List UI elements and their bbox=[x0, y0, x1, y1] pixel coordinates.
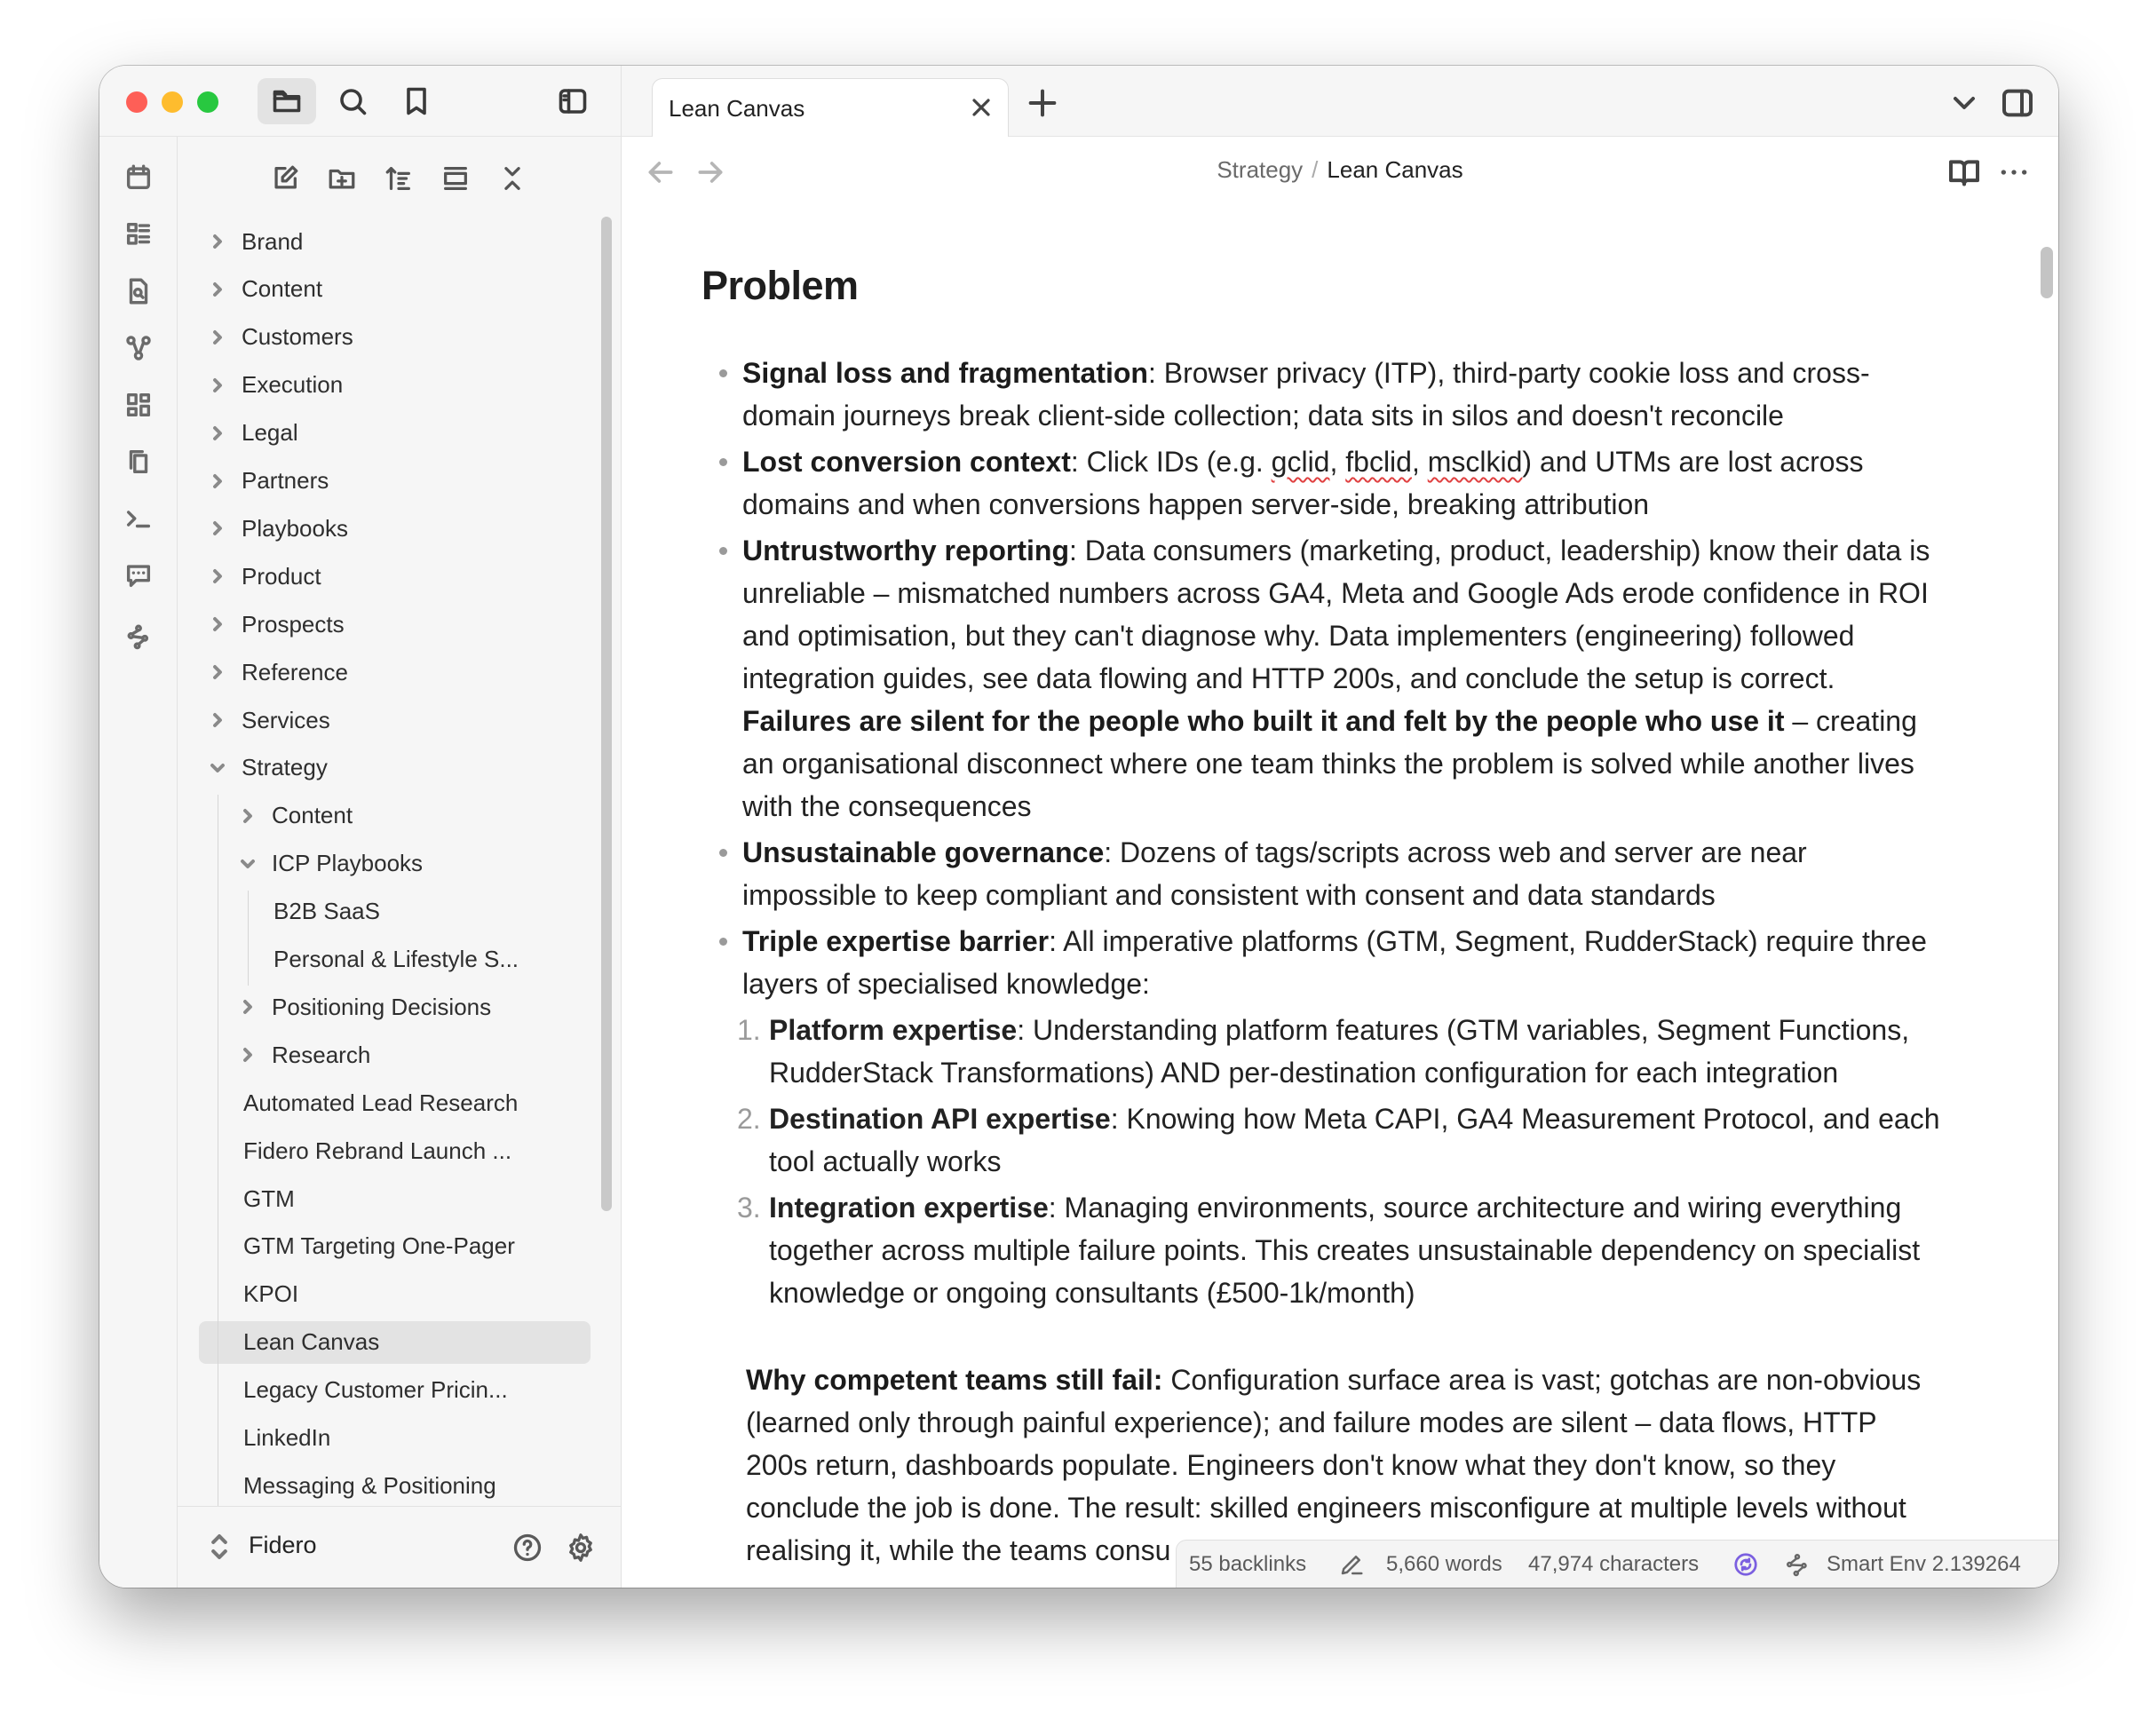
editor-content[interactable] bbox=[622, 206, 2033, 1588]
tree-item-label: Customers bbox=[242, 323, 353, 351]
tree-item-label: GTM Targeting One-Pager bbox=[243, 1232, 515, 1260]
breadcrumb bbox=[622, 156, 2058, 184]
edit-mode-button[interactable] bbox=[1338, 1551, 1365, 1578]
folder-item[interactable] bbox=[178, 843, 594, 885]
right-sidebar-icon bbox=[2000, 85, 2035, 121]
list-item bbox=[701, 352, 1945, 437]
click-id-term: fbclid bbox=[1345, 446, 1412, 478]
new-tab-button[interactable] bbox=[1025, 85, 1060, 121]
tree-item-label: Research bbox=[272, 1041, 371, 1068]
list-item-text: : Data consumers (marketing, product, leadership) know their data is unreliable – mismatched numbers across GA4, Meta and Google Ads erode confidence in ROI and optimisation, but they can't diagnose why. Data implementers (engineering) followed integration guides, see data flowing and HTTP 200s, and conclude the setup is correct. bbox=[742, 535, 1930, 694]
chevron-right-icon[interactable] bbox=[206, 520, 229, 536]
click-id-term: gclid bbox=[1271, 446, 1330, 478]
folder-item[interactable] bbox=[178, 268, 594, 311]
folder-item[interactable] bbox=[178, 747, 594, 789]
file-item[interactable] bbox=[178, 1081, 594, 1124]
breadcrumb-separator: / bbox=[1312, 156, 1319, 183]
tree-item-label: Brand bbox=[242, 227, 304, 255]
ribbon bbox=[99, 137, 178, 1588]
copy-button[interactable] bbox=[119, 442, 158, 481]
tree-item-label: GTM bbox=[243, 1184, 295, 1212]
list-item-strong: Lost conversion context bbox=[742, 446, 1071, 478]
file-item[interactable] bbox=[178, 891, 594, 933]
vault-chevron-icon[interactable] bbox=[210, 1532, 231, 1564]
collapse-all-icon bbox=[497, 163, 527, 194]
explorer-actions bbox=[178, 156, 621, 201]
file-item[interactable] bbox=[178, 1369, 594, 1412]
file-item[interactable] bbox=[199, 1321, 591, 1364]
smart-connections-button[interactable] bbox=[119, 616, 158, 655]
file-item[interactable] bbox=[178, 1225, 594, 1268]
smart-env-button[interactable] bbox=[1784, 1551, 1811, 1578]
list-item-text: – creating an organisational disconnect where one team thinks the problem is solved while another lives with the consequences bbox=[742, 705, 1917, 822]
character-count: 47,974 characters bbox=[1528, 1552, 1700, 1576]
folder-icon bbox=[271, 85, 303, 117]
toggle-sidebar-button[interactable] bbox=[543, 78, 602, 124]
expertise-numbered-list bbox=[737, 1009, 1945, 1314]
minimize-window-button[interactable] bbox=[162, 91, 183, 113]
file-item[interactable] bbox=[178, 1177, 594, 1220]
chevron-right-icon[interactable] bbox=[206, 425, 229, 441]
folder-item[interactable] bbox=[178, 1034, 594, 1076]
file-explorer bbox=[178, 137, 622, 1588]
folder-item[interactable] bbox=[178, 460, 594, 503]
zoom-window-button[interactable] bbox=[197, 91, 218, 113]
search-icon bbox=[337, 85, 369, 117]
file-item[interactable] bbox=[178, 1273, 594, 1316]
collapse-all-button[interactable] bbox=[490, 156, 535, 201]
app-window bbox=[99, 66, 2058, 1588]
folder-item[interactable] bbox=[178, 795, 594, 837]
list-item-strong: Signal loss and fragmentation bbox=[742, 357, 1148, 389]
item-number: 2. bbox=[737, 1103, 761, 1135]
explorer-scrollbar[interactable] bbox=[601, 217, 612, 1211]
chevron-right-icon[interactable] bbox=[236, 999, 259, 1015]
heading-problem: Problem bbox=[701, 263, 859, 308]
list-item bbox=[701, 920, 1945, 1005]
chevron-right-icon[interactable] bbox=[236, 808, 259, 824]
sidebar-header bbox=[99, 66, 622, 137]
folder-item[interactable] bbox=[178, 412, 594, 455]
sort-button[interactable] bbox=[377, 156, 421, 201]
sync-icon bbox=[1732, 1551, 1759, 1578]
folder-item[interactable] bbox=[178, 699, 594, 741]
tree-item-label: Content bbox=[242, 275, 323, 303]
chevron-right-icon[interactable] bbox=[206, 712, 229, 728]
numbered-item-strong: Platform expertise bbox=[769, 1014, 1018, 1046]
chevron-right-icon[interactable] bbox=[236, 1047, 259, 1063]
chevron-down-icon[interactable] bbox=[236, 856, 259, 872]
chevron-down-icon[interactable] bbox=[206, 760, 229, 776]
folder-item[interactable] bbox=[178, 220, 594, 263]
sync-button[interactable] bbox=[1732, 1551, 1759, 1578]
collapse-view-icon bbox=[440, 163, 471, 194]
settings-button[interactable] bbox=[561, 1528, 600, 1567]
numbered-item-strong: Integration expertise bbox=[769, 1192, 1049, 1224]
chevron-right-icon[interactable] bbox=[206, 281, 229, 297]
file-search-button[interactable] bbox=[119, 272, 158, 311]
tree-item-label: Positioning Decisions bbox=[272, 993, 492, 1020]
tree-item-label: ICP Playbooks bbox=[272, 850, 424, 877]
list-item-strong: Triple expertise barrier bbox=[742, 925, 1050, 957]
numbered-item-text: : Knowing how Meta CAPI, GA4 Measurement Protocol, and each tool actually works bbox=[769, 1103, 1940, 1177]
chevron-right-icon[interactable] bbox=[206, 329, 229, 345]
search-tab-button[interactable] bbox=[323, 78, 382, 124]
paragraph-text: Configuration surface area is vast; gotchas are non-obvious (learned only through painful experience); and failure modes are silent – data flows, HTTP 200s return, dashboards populate. Engineers don't know what they don't know, so they conclude the job is done. The result: skilled engineers misconfigure at multiple levels without realising it, while the teams consu bbox=[746, 1364, 1922, 1566]
tab-lean-canvas[interactable] bbox=[652, 78, 1009, 138]
backlinks-count[interactable]: 55 backlinks bbox=[1189, 1552, 1307, 1576]
auto-reveal-button[interactable] bbox=[433, 156, 478, 201]
chevron-right-icon[interactable] bbox=[206, 234, 229, 250]
tab-close-button[interactable] bbox=[967, 93, 995, 122]
breadcrumb-current[interactable]: Lean Canvas bbox=[1327, 156, 1463, 183]
folder-item[interactable] bbox=[178, 603, 594, 646]
tree-item-label: Strategy bbox=[242, 754, 328, 781]
chevron-right-icon[interactable] bbox=[206, 664, 229, 680]
numbered-item-strong: Destination API expertise bbox=[769, 1103, 1111, 1135]
tree-item-label: Execution bbox=[242, 371, 344, 399]
calendar-icon bbox=[123, 162, 154, 193]
tree-item-label: LinkedIn bbox=[243, 1424, 331, 1451]
gear-icon bbox=[565, 1532, 597, 1564]
smart-connections-icon bbox=[123, 621, 154, 651]
bookmark-icon bbox=[400, 85, 432, 117]
tab-title: Lean Canvas bbox=[669, 95, 805, 122]
chevron-right-icon[interactable] bbox=[206, 377, 229, 393]
terminal-button[interactable] bbox=[119, 499, 158, 538]
folder-item[interactable] bbox=[178, 316, 594, 359]
tree-item-label: Fidero Rebrand Launch ... bbox=[243, 1137, 512, 1164]
numbered-item bbox=[737, 1097, 1945, 1183]
help-button[interactable] bbox=[508, 1528, 547, 1567]
tree-item-label: Reference bbox=[242, 658, 348, 685]
kanban-icon bbox=[123, 219, 154, 250]
new-folder-icon bbox=[327, 163, 357, 194]
more-options-button[interactable] bbox=[1996, 154, 2032, 190]
editor-scrollbar[interactable] bbox=[2041, 247, 2053, 298]
kanban-button[interactable] bbox=[119, 215, 158, 254]
chat-button[interactable] bbox=[119, 556, 158, 595]
new-folder-button[interactable] bbox=[320, 156, 364, 201]
smart-connections-icon bbox=[1784, 1551, 1811, 1578]
plus-icon bbox=[1025, 85, 1060, 121]
close-icon bbox=[967, 93, 995, 122]
file-item[interactable] bbox=[178, 1464, 594, 1507]
tree-item-label: Personal & Lifestyle S... bbox=[273, 946, 519, 972]
chevron-right-icon[interactable] bbox=[206, 616, 229, 632]
pencil-icon bbox=[1338, 1551, 1365, 1578]
list-item-strong: Failures are silent for the people who built it and felt by the people who use it bbox=[742, 705, 1785, 737]
graph-icon bbox=[123, 333, 154, 363]
folder-item[interactable] bbox=[178, 651, 594, 693]
calendar-button[interactable] bbox=[119, 158, 158, 197]
dashboard-icon bbox=[123, 390, 154, 420]
tree-item-label: Messaging & Positioning bbox=[243, 1471, 496, 1499]
list-item-text: : Browser privacy (ITP), third-party cookie loss and cross-domain journeys break client-side collection; data sits in silos and doesn't reconcile bbox=[742, 357, 1870, 432]
tree-item-label: Prospects bbox=[242, 610, 345, 638]
item-number: 3. bbox=[737, 1192, 761, 1224]
view-header bbox=[622, 137, 2058, 206]
item-number: 1. bbox=[737, 1014, 761, 1046]
list-item-strong: Unsustainable governance bbox=[742, 836, 1105, 868]
status-bar bbox=[1176, 1540, 2058, 1588]
tree-item-label: Partners bbox=[242, 467, 329, 494]
list-item-text: : Dozens of tags/scripts across web and server are near impossible to keep compliant and consistent with consent and data standards bbox=[742, 836, 1807, 911]
list-item-text: ) and UTMs are lost across domains and when conversions happen server-side, breaking attribution bbox=[742, 446, 1864, 520]
breadcrumb-parent[interactable]: Strategy bbox=[1217, 156, 1304, 183]
tab-bar bbox=[622, 66, 2058, 137]
tree-item-label: Legal bbox=[242, 419, 298, 447]
vault-switcher-bar bbox=[178, 1506, 621, 1588]
file-item[interactable] bbox=[178, 1129, 594, 1172]
numbered-item-text: : Managing environments, source architecture and wiring everything together across multiple failure points. This creates unsustainable dependency on specialist knowledge or ongoing consultants (£500-1k/month) bbox=[769, 1192, 1921, 1309]
help-icon bbox=[511, 1532, 543, 1564]
tree-item-label: Legacy Customer Pricin... bbox=[243, 1376, 508, 1404]
chevron-right-icon[interactable] bbox=[206, 473, 229, 489]
tree-item-label: Services bbox=[242, 706, 330, 733]
file-search-icon bbox=[123, 276, 154, 306]
sidebar-toggle-icon bbox=[557, 85, 589, 117]
document bbox=[701, 263, 1945, 1572]
tree-item-label: KPOI bbox=[243, 1280, 299, 1308]
new-note-icon bbox=[270, 163, 300, 194]
list-item bbox=[701, 529, 1945, 828]
click-id-term: msclkid bbox=[1427, 446, 1523, 478]
list-item-strong: Untrustworthy reporting bbox=[742, 535, 1069, 566]
paragraph-strong: Why competent teams still fail: bbox=[746, 1364, 1163, 1396]
sort-icon bbox=[384, 163, 414, 194]
file-item[interactable] bbox=[178, 1417, 594, 1460]
file-item[interactable] bbox=[178, 939, 594, 981]
copy-icon bbox=[123, 447, 154, 477]
problem-bullet-list bbox=[701, 352, 1945, 1005]
new-note-button[interactable] bbox=[263, 156, 307, 201]
smart-env-version: Smart Env 2.139264 bbox=[1827, 1552, 2021, 1576]
numbered-item bbox=[737, 1186, 1945, 1314]
dashboard-button[interactable] bbox=[119, 385, 158, 424]
numbered-item bbox=[737, 1009, 1945, 1094]
tree-item-label: B2B SaaS bbox=[273, 898, 380, 925]
indent-guide bbox=[248, 891, 249, 986]
bookmarks-tab-button[interactable] bbox=[387, 78, 446, 124]
vault-name[interactable]: Fidero bbox=[249, 1532, 317, 1558]
more-horizontal-icon bbox=[1996, 154, 2032, 190]
folder-item[interactable] bbox=[178, 555, 594, 598]
chat-icon bbox=[123, 560, 154, 590]
word-count: 5,660 words bbox=[1386, 1552, 1502, 1576]
list-item-text: : Click IDs (e.g. bbox=[1070, 446, 1272, 478]
graph-view-button[interactable] bbox=[119, 329, 158, 368]
list-item bbox=[701, 831, 1945, 916]
close-window-button[interactable] bbox=[126, 91, 147, 113]
tree-item-label: Product bbox=[242, 562, 321, 590]
tree-item-label: Automated Lead Research bbox=[243, 1089, 519, 1116]
tree-item-label: Lean Canvas bbox=[243, 1328, 380, 1356]
tree-item-label: Content bbox=[272, 802, 353, 829]
tab-list-button[interactable] bbox=[1946, 85, 1982, 121]
terminal-icon bbox=[123, 503, 154, 534]
numbered-item-text: : Understanding platform features (GTM variables, Segment Functions, RudderStack Transformations) AND per-destination configuration for each integration bbox=[769, 1014, 1910, 1089]
book-open-icon bbox=[1946, 154, 1982, 190]
list-item: Lost conversion context: Click IDs (e.g. gclid, fbclid, msclkid) and UTMs are lost across domains and when conversions happen server-side, breaking attribution bbox=[701, 440, 1945, 526]
files-tab-button[interactable] bbox=[258, 78, 316, 124]
toggle-right-sidebar-button[interactable] bbox=[2000, 85, 2035, 121]
folder-item[interactable] bbox=[178, 507, 594, 550]
reading-view-button[interactable] bbox=[1946, 154, 1982, 190]
chevron-right-icon[interactable] bbox=[206, 568, 229, 584]
folder-item[interactable] bbox=[178, 364, 594, 407]
folder-item[interactable] bbox=[178, 986, 594, 1028]
chevron-down-icon bbox=[1946, 85, 1982, 121]
list-item-text: : All imperative platforms (GTM, Segment, RudderStack) require three layers of specialised knowledge: bbox=[742, 925, 1927, 1000]
tree-item-label: Playbooks bbox=[242, 514, 348, 542]
